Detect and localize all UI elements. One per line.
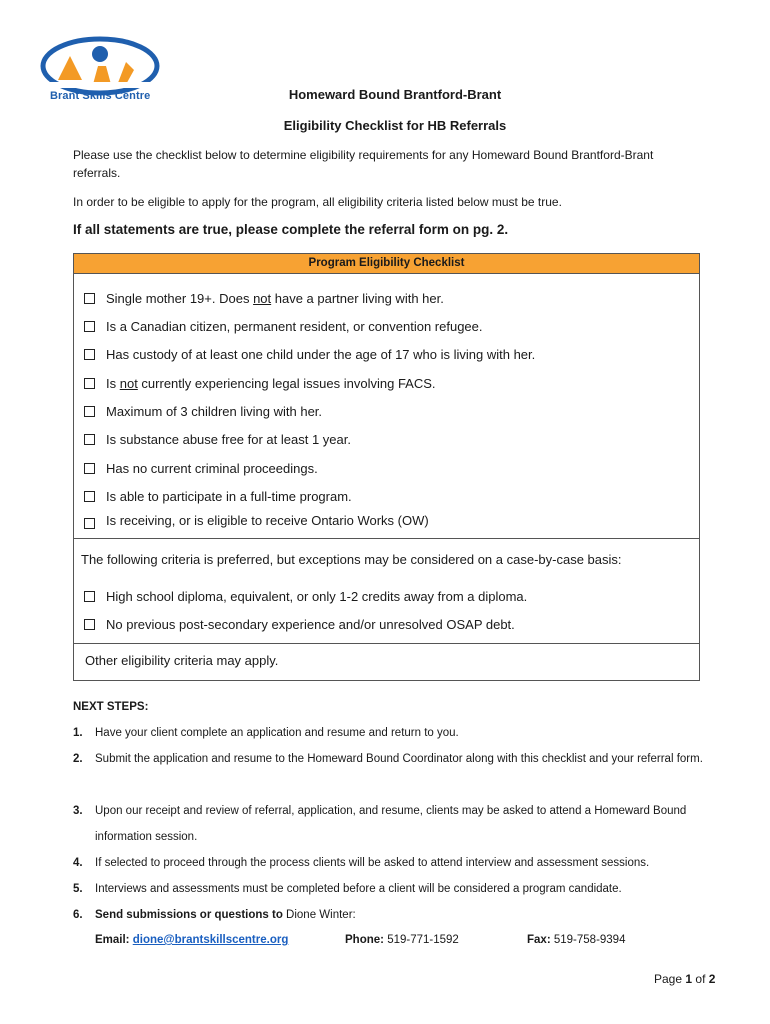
checkbox[interactable]: [84, 491, 95, 502]
next-step-item: [73, 798, 723, 850]
instruction-emphasis: If all statements are true, please complete the referral form on pg. 2.: [73, 222, 509, 237]
preferred-item: [84, 614, 515, 634]
checkbox[interactable]: [84, 434, 95, 445]
checklist-item: [84, 344, 535, 364]
divider: [74, 538, 699, 539]
document-title: Homeward Bound Brantford-Brant: [288, 87, 502, 102]
checklist-item: [84, 316, 483, 336]
checkbox[interactable]: [84, 349, 95, 360]
next-step-item: [73, 902, 723, 928]
checkbox[interactable]: [84, 518, 95, 529]
step-text: Submit the application and resume to the Homeward Bound Coordinator along with this checklist and your referral form.: [95, 753, 703, 765]
page-number: Page 1 of 2: [654, 972, 716, 986]
checklist-item-label: Is substance abuse free for at least 1 year.: [106, 431, 351, 447]
intro-paragraph-1: Please use the checklist below to determine eligibility requirements for any Homeward Bound Brantford-Brant referrals.: [73, 148, 654, 180]
logo-org-name: Brant Skills Centre: [50, 90, 151, 102]
checklist-item: [84, 486, 352, 506]
checklist-item-label: Is receiving, or is eligible to receive Ontario Works (OW): [106, 512, 429, 528]
document-subtitle: Eligibility Checklist for HB Referrals: [283, 118, 507, 133]
preferred-item: [84, 586, 527, 606]
next-step-item: [73, 850, 723, 876]
contact-fax: [527, 934, 625, 946]
checklist-item: [84, 510, 429, 530]
checkbox[interactable]: [84, 619, 95, 630]
next-step-item: [73, 876, 723, 902]
contact-phone: [345, 934, 459, 946]
checklist-item: [84, 288, 444, 308]
phone-label: Phone:: [345, 934, 384, 946]
checkbox[interactable]: [84, 321, 95, 332]
step-text: Upon our receipt and review of referral, application, and resume, clients may be asked to attend a Homeward Bound information session.: [95, 805, 687, 843]
checklist-item: [84, 458, 318, 478]
checklist-item-label: Single mother 19+. Does not have a partner living with her.: [106, 290, 444, 306]
step-number: 5.: [73, 883, 83, 895]
step-text: Interviews and assessments must be completed before a client will be considered a program candidate.: [95, 883, 622, 895]
step-number: 2.: [73, 753, 83, 765]
checkbox[interactable]: [84, 293, 95, 304]
email-link[interactable]: dione@brantskillscentre.org: [132, 934, 289, 946]
checklist-item: [84, 401, 322, 421]
preferred-item-label: High school diploma, equivalent, or only 1-2 credits away from a diploma.: [106, 588, 528, 604]
divider: [74, 643, 699, 644]
checkbox[interactable]: [84, 463, 95, 474]
contact-email: [95, 934, 288, 946]
email-label: Email:: [95, 934, 130, 946]
step-text: If selected to proceed through the process clients will be asked to attend interview and assessment sessions.: [95, 857, 650, 869]
checkbox[interactable]: [84, 406, 95, 417]
checklist-item-label: Has no current criminal proceedings.: [106, 460, 318, 476]
other-criteria-note: Other eligibility criteria may apply.: [85, 653, 279, 668]
checkbox[interactable]: [84, 378, 95, 389]
checklist-item: [84, 429, 351, 449]
fax-label: Fax:: [527, 934, 551, 946]
step-text: Have your client complete an application and resume and return to you.: [95, 727, 459, 739]
next-step-item: [73, 720, 723, 746]
step-number: 1.: [73, 727, 83, 739]
step-number: 6.: [73, 909, 83, 921]
eligibility-checklist: [73, 253, 700, 681]
phone-value: 519-771-1592: [387, 934, 459, 946]
checklist-item-label: Maximum of 3 children living with her.: [106, 403, 323, 419]
checkbox[interactable]: [84, 591, 95, 602]
checklist-header: Program Eligibility Checklist: [74, 254, 699, 274]
step-number: 4.: [73, 857, 83, 869]
checklist-item: [84, 373, 436, 393]
next-steps-title: NEXT STEPS:: [73, 701, 149, 713]
checklist-item-label: Has custody of at least one child under the age of 17 who is living with her.: [106, 346, 536, 362]
checklist-item-label: Is a Canadian citizen, permanent resident, or convention refugee.: [106, 318, 483, 334]
preferred-criteria-intro: The following criteria is preferred, but exceptions may be considered on a case-by-case basis:: [81, 552, 622, 567]
intro-paragraph-2: In order to be eligible to apply for the program, all eligibility criteria listed below must be true.: [73, 195, 562, 209]
checklist-item-label: Is able to participate in a full-time program.: [106, 488, 352, 504]
preferred-item-label: No previous post-secondary experience and/or unresolved OSAP debt.: [106, 616, 515, 632]
fax-value: 519-758-9394: [553, 934, 626, 946]
step-number: 3.: [73, 805, 83, 817]
checklist-item-label: Is not currently experiencing legal issues involving FACS.: [106, 375, 436, 391]
next-step-item: [73, 746, 723, 772]
step-text: Send submissions or questions to Dione Winter:: [95, 909, 356, 921]
